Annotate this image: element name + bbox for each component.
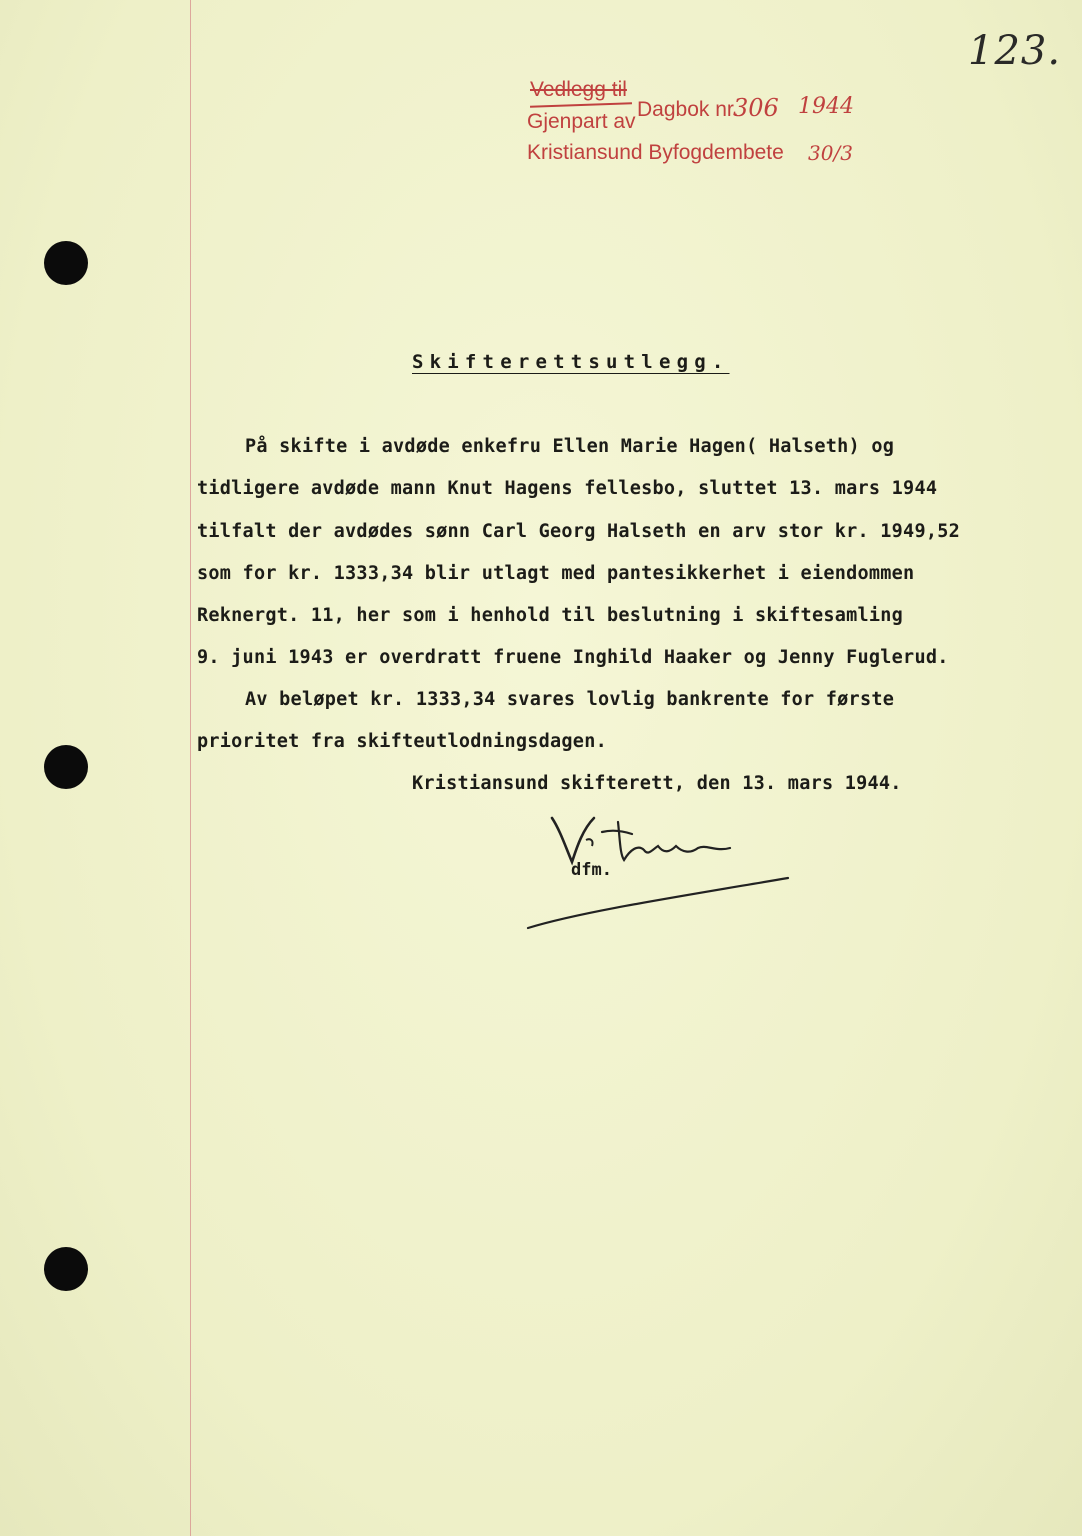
signature-title: dfm. (571, 860, 612, 880)
body-line: som for kr. 1333,34 blir utlagt med pantesikkerhet i eiendommen (197, 563, 915, 584)
stamp-dagbok-number: 306 (733, 94, 779, 122)
punch-hole (44, 745, 88, 789)
stamp-dagbok-label: Dagbok nr. (637, 98, 739, 121)
stamp-date: 30/3 (808, 141, 853, 165)
stamp-office: Kristiansund Byfogdembete (527, 141, 784, 164)
place-date-line: Kristiansund skifterett, den 13. mars 1944. (412, 773, 902, 794)
body-line: På skifte i avdøde enkefru Ellen Marie Hagen( Halseth) og (245, 436, 895, 457)
body-line: Reknergt. 11, her som i henhold til beslutning i skiftesamling (197, 605, 904, 626)
stamp-struck-text: Vedlegg til (530, 78, 627, 101)
margin-rule (190, 0, 191, 1536)
body-line: tidligere avdøde mann Knut Hagens fellesbo, sluttet 13. mars 1944 (197, 478, 938, 499)
stamp-year: 1944 (798, 94, 854, 119)
document-title: Skifterettsutlegg. (412, 351, 730, 373)
page-number: 123. (968, 28, 1062, 74)
body-line: Av beløpet kr. 1333,34 svares lovlig bankrente for første (245, 689, 895, 710)
stamp-gjenpart: Gjenpart av (527, 110, 636, 133)
body-line: 9. juni 1943 er overdratt fruene Inghild Haaker og Jenny Fuglerud. (197, 647, 949, 668)
body-line: prioritet fra skifteutlodningsdagen. (197, 731, 607, 752)
stamp-divider (530, 102, 632, 108)
punch-hole (44, 1247, 88, 1291)
punch-hole (44, 241, 88, 285)
body-line: tilfalt der avdødes sønn Carl Georg Halseth en arv stor kr. 1949,52 (197, 521, 960, 542)
